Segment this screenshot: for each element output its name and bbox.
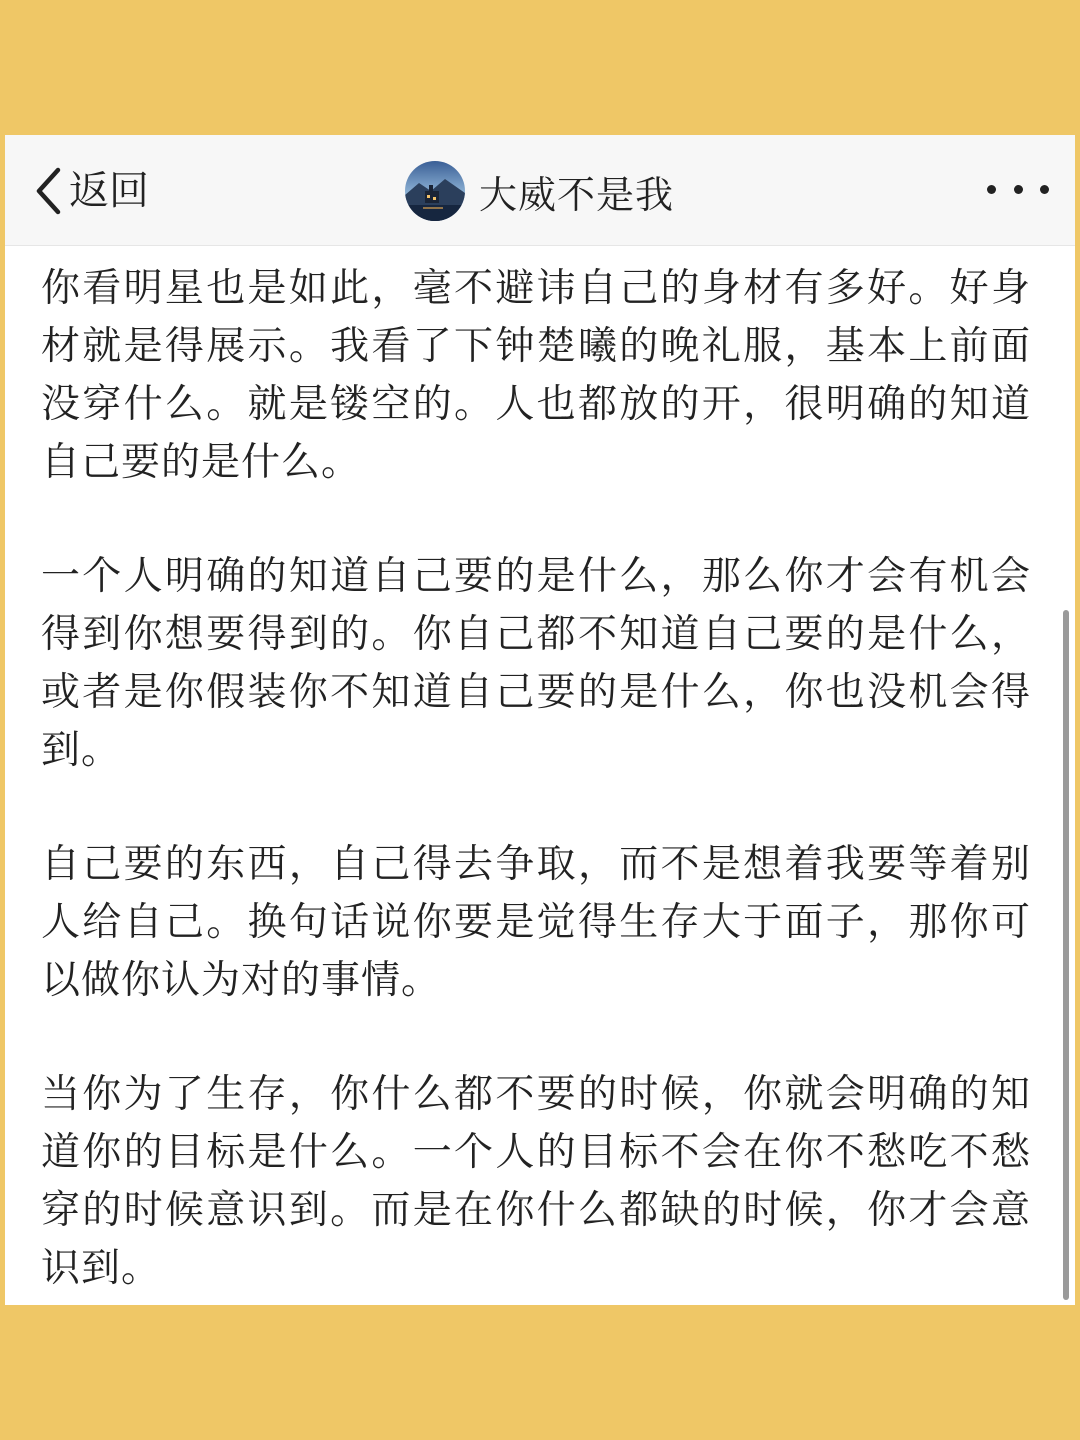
back-label: 返回 [69, 168, 149, 214]
paragraph: 自己要的东西，自己得去争取，而不是想着我要等着别人给自己。换句话说你要是觉得生存大于面子，那你可以做你认为对的事情。 [41, 842, 1031, 1003]
more-dots-icon [1014, 185, 1023, 194]
post-screen [5, 135, 1075, 1305]
scrollbar[interactable] [1063, 610, 1069, 1300]
more-button[interactable] [987, 173, 1049, 205]
chevron-left-icon [33, 166, 63, 216]
post-body [41, 260, 1031, 1305]
back-button[interactable] [33, 163, 149, 219]
nav-bar [5, 135, 1075, 246]
more-dots-icon [1040, 185, 1049, 194]
more-dots-icon [987, 185, 996, 194]
author-name: 大威不是我 [479, 172, 675, 217]
paragraph: 你看明星也是如此，毫不避讳自己的身材有多好。好身材就是得展示。我看了下钟楚曦的晚礼服，基本上前面没穿什么。就是镂空的。人也都放的开，很明确的知道自己要的是什么。 [41, 266, 1031, 485]
paragraph: 一个人明确的知道自己要的是什么，那么你才会有机会得到你想要得到的。你自己都不知道自己要的是什么，或者是你假装你不知道自己要的是什么，你也没机会得到。 [41, 554, 1031, 773]
paragraph: 当你为了生存，你什么都不要的时候，你就会明确的知道你的目标是什么。一个人的目标不会在你不愁吃不愁穿的时候意识到。而是在你什么都缺的时候，你才会意识到。 [41, 1072, 1031, 1291]
author-header[interactable] [405, 159, 674, 223]
avatar[interactable] [405, 161, 465, 221]
